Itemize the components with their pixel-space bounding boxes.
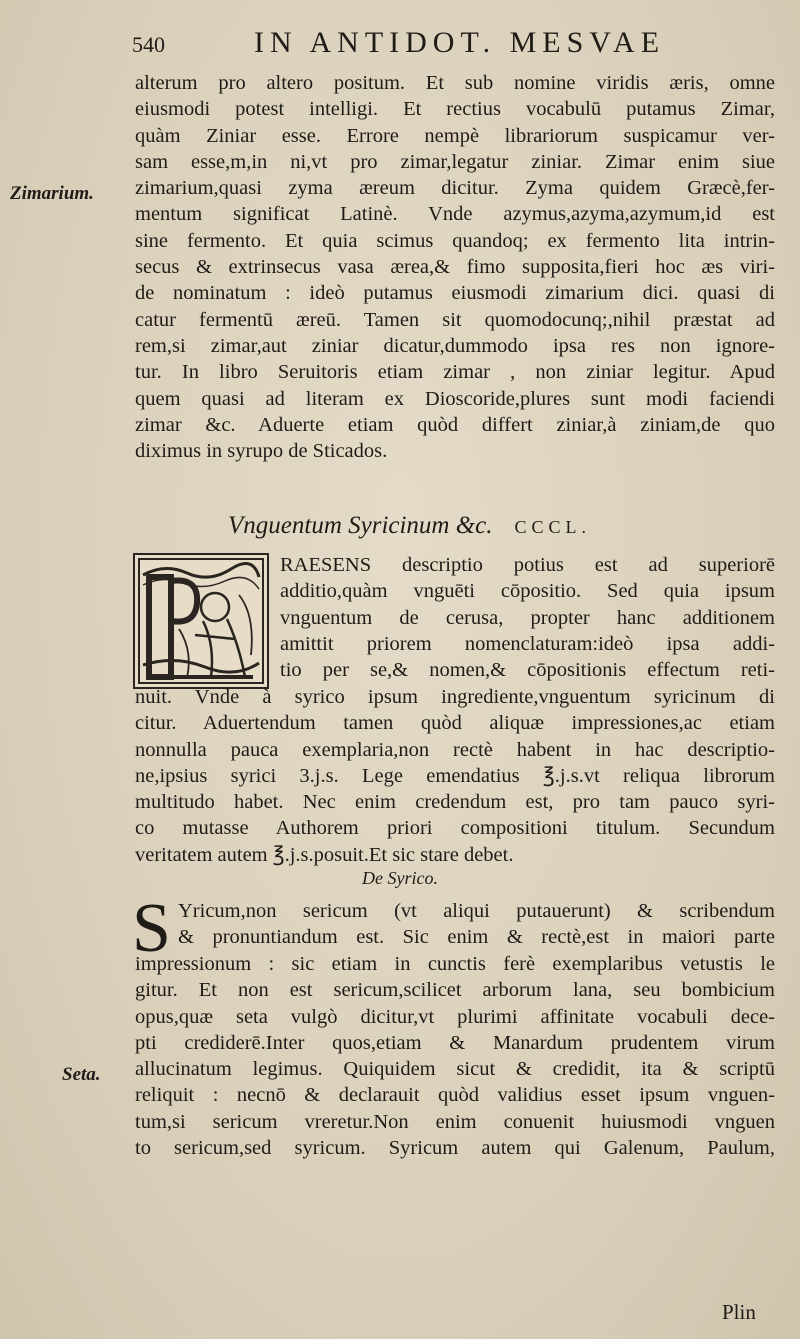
text-line: nuit. Vnde à syrico ipsum ingrediente,vnguentum syricinum di <box>135 686 775 708</box>
running-head: IN ANTIDOT. MESVAE <box>254 26 666 59</box>
text-line: vnguentum de cerusa, propter hanc additionem <box>280 606 775 629</box>
text-line: sine fermento. Et quia scimus quandoq; ex fermento lita intrin- <box>135 229 775 252</box>
text-line: zimarium,quasi zyma æreum dicitur. Zyma quidem Græcè,fer- <box>135 177 775 200</box>
text-line: alterum pro altero positum. Et sub nomine viridis æris, omne <box>135 72 775 94</box>
text-line: opus,quæ seta vulgò dicitur,vt plurimi affinitate vocabuli dece- <box>135 1005 775 1028</box>
text-line: pti crediderē.Inter quos,etiam & Manardum prudentem virum <box>135 1031 775 1054</box>
text-line: impressionum : sic etiam in cunctis ferè exemplaribus vetustis le <box>135 953 775 975</box>
text-line: veritatem autem ℥.j.s.posuit.Et sic stare debet. <box>135 843 514 866</box>
text-line: additio,quàm vnguēti cōpositio. Sed quia ipsum <box>280 580 775 603</box>
text-line: diximus in syrupo de Sticados. <box>135 440 388 463</box>
drop-initial-s: S <box>132 890 171 967</box>
page-number: 540 <box>132 32 165 57</box>
text-line: Yricum,non sericum (vt aliqui putauerunt) & scribendum <box>178 900 775 922</box>
page-header <box>126 26 766 66</box>
paragraph-praesens-indented <box>280 552 775 683</box>
woodcut-initial-illustration <box>135 555 267 687</box>
text-line: RAESENS descriptio potius est ad superiorē <box>280 554 775 576</box>
paragraph-syricum-indented <box>178 898 775 951</box>
catchword: Plin <box>722 1300 756 1324</box>
text-line: secus & extrinsecus vasa ærea,& fimo supposita,fieri hoc æs viri- <box>135 256 775 279</box>
section-title-text: Vnguentum Syricinum &c. <box>228 512 493 539</box>
paragraph-zimar <box>135 70 775 464</box>
text-line: amittit priorem nomenclaturam:ideò ipsa addi- <box>280 632 775 655</box>
margin-note-seta: Seta. <box>62 1064 101 1085</box>
text-line: sam esse,m,in ni,vt pro zimar,legatur ziniar. Zimar enim siue <box>135 150 775 173</box>
text-line: nonnulla pauca exemplaria,non rectè habent in hac descriptio- <box>135 738 775 761</box>
text-line: gitur. Et non est sericum,scilicet arborum lana, seu bombicium <box>135 979 775 1002</box>
text-line: zimar &c. Aduerte etiam quòd differt ziniar,à ziniam,de quo <box>135 413 775 436</box>
text-line: rem,si zimar,aut ziniar dicatur,dummodo ipsa res non ignore- <box>135 334 775 357</box>
text-line: eiusmodi potest intelligi. Et rectius vocabulū putamus Zimar, <box>135 98 775 121</box>
text-line: multitudo habet. Nec enim credendum est, pro tam pauco syri- <box>135 791 775 814</box>
text-line: quàm Ziniar esse. Errore nempè librariorum suspicamur ver- <box>135 124 775 147</box>
text-line: mentum significat Latinè. Vnde azymus,azyma,azymum,id est <box>135 203 775 226</box>
paragraph-syricum <box>135 951 775 1161</box>
subheading-de-syrico: De Syrico. <box>362 868 438 888</box>
woodcut-initial-p <box>133 553 269 689</box>
text-line: citur. Aduertendum tamen quòd aliquæ impressiones,ac etiam <box>135 712 775 735</box>
text-line: tur. In libro Seruitoris etiam zimar , non ziniar legitur. Apud <box>135 361 775 384</box>
text-line: tio per se,& nomen,& cōpositionis effectum reti- <box>280 659 775 682</box>
paragraph-praesens <box>135 684 775 868</box>
text-line: & pronuntiandum est. Sic enim & rectè,est in maiori parte <box>178 926 775 949</box>
text-line: co mutasse Authorem priori compositioni titulum. Secundum <box>135 817 775 840</box>
text-line: tum,si sericum vreretur.Non enim conuenit huiusmodi vnguen <box>135 1110 775 1133</box>
text-line: ne,ipsius syrici 3.j.s. Lege emendatius ℥.j.s.vt reliqua librorum <box>135 764 775 787</box>
section-title <box>228 512 591 540</box>
text-line: de nominatum : ideò putamus eiusmodi zimarium dici. quasi di <box>135 282 775 305</box>
text-line: catur fermentū æreū. Tamen sit quomodocunq;,nihil præstat ad <box>135 308 775 331</box>
margin-note-zimarium: Zimarium. <box>10 183 94 204</box>
section-number: CCCL. <box>514 517 592 537</box>
text-line: allucinatum legimus. Quiquidem sicut & credidit, ita & scriptū <box>135 1058 775 1081</box>
text-line: to sericum,sed syricum. Syricum autem qui Galenum, Paulum, <box>135 1137 775 1160</box>
text-line: quem quasi ad literam ex Dioscoride,plures sunt modi faciendi <box>135 387 775 410</box>
text-line: reliquit : necnō & declarauit quòd validius esset ipsum vnguen- <box>135 1084 775 1107</box>
